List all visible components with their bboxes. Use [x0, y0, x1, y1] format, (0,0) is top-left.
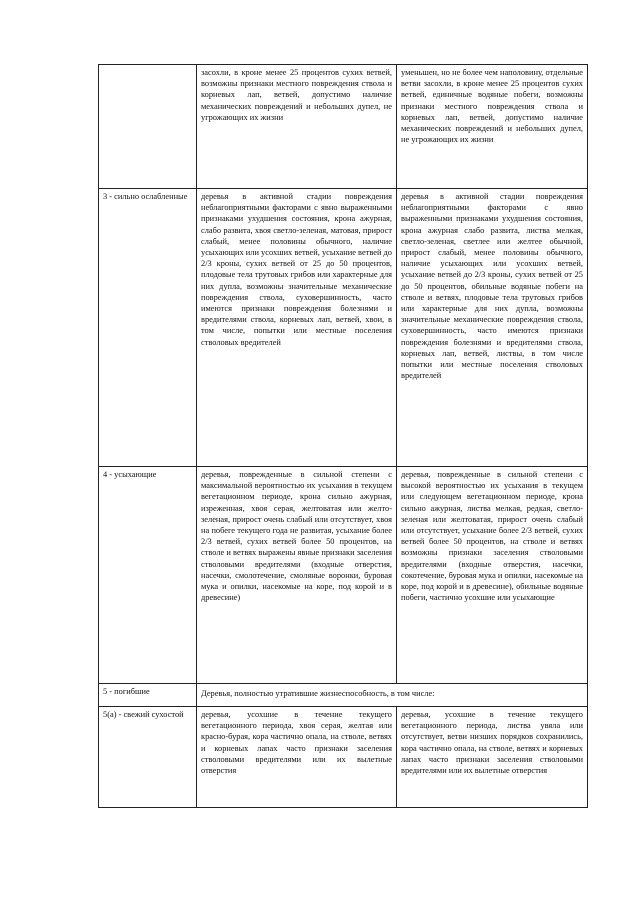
table-row — [99, 684, 588, 707]
conifers-cell: деревья, усохшие в течение текущего вегетационного периода, хвоя серая, желтая или красно-бурая, кора частично опала, на стволе, ветвях и корневых лапах часто признаки заселения стволовыми вредителями или их вылетные отверстия — [197, 707, 397, 808]
category-cell: 5 - погибшие — [99, 684, 197, 707]
merged-description-cell: Деревья, полностью утратившие жизнеспособность, в том числе: — [197, 684, 588, 707]
conifers-cell: деревья, поврежденные в сильной степени с максимальной вероятностью их усыхания в текущем вегетационном периоде, крона сильно ажурная, изреженная, хвоя серая, желтоватая или желто-зеленая, прирост очень слабый или отсутствует, хвоя на побеге текущего года не развитая, усыхание более 2/3 ветвей, сухих ветвей более 50 процентов, на стволе и ветвях выражены явные признаки заселения стволовыми вредителями (входные отверстия, насечки, смолотечение, смоляные воронки, буровая мука и опилки, насекомые на коре, под корой и в древесине) — [197, 467, 397, 684]
table-row — [99, 707, 588, 808]
category-cell: 5(а) - свежий сухостой — [99, 707, 197, 808]
table-row — [99, 467, 588, 684]
deciduous-cell: деревья, поврежденные в сильной степени с высокой вероятностью их усыхания в текущем или следующем вегетационном периоде, крона сильно ажурная, листва мелкая, редкая, светло-зеленая или желтоватая, прирост очень слабый или отсутствует, усыхание более 2/3 ветвей, сухих ветвей более 50 процентов, на стволе и ветвях возможны признаки заселения стволовыми вредителями (входные отверстия, насечки, сокотечение, буровая мука и опилки, насекомые на коре, под корой и в древесине), обильные водяные побеги, частично усохшие или усыхающие — [397, 467, 588, 684]
conifers-cell: засохли, в кроне менее 25 процентов сухих ветвей, возможны признаки местного повреждения ствола и корневых лап, ветвей, допустимо наличие механических повреждений и небольших дупел, не угрожающих их жизни — [197, 65, 397, 189]
table-row — [99, 189, 588, 467]
category-cell: 3 - сильно ослабленные — [99, 189, 197, 467]
deciduous-cell: уменьшен, но не более чем наполовину, отдельные ветви засохли, в кроне менее 25 процентов сухих ветвей, единичные водяные побеги, возможны признаки местного повреждения ствола и корневых лап, ветвей, допустимо наличие механических повреждений и небольших дупел, не угрожающих их жизни — [397, 65, 588, 189]
table-row — [99, 65, 588, 189]
category-cell: 4 - усыхающие — [99, 467, 197, 684]
conifers-cell: деревья в активной стадии повреждения неблагоприятными факторами с явно выраженными признаками ухудшения состояния, крона ажурная, слабо развита, хвоя светло-зеленая, матовая, прирост слабый, менее половины обычного, наличие усыхающих или усохших ветвей, усыхание ветвей до 2/3 кроны, сухих ветвей от 25 до 50 процентов, плодовые тела трутовых грибов или характерные для них дупла, возможны значительные механические повреждения ствола, суховершинность, часто имеются признаки повреждения болезнями и вредителями ствола, корневых лап, ветвей, хвои, в том числе, попытки или местные поселения стволовых вредителей — [197, 189, 397, 467]
tree-condition-table — [98, 64, 588, 808]
deciduous-cell: деревья в активной стадии повреждения неблагоприятными факторами с явно выраженными признаками ухудшения состояния, крона ажурная слабо развита, листва мелкая, светло-зеленая, светлее или желтее обычной, прирост слабый, менее половины обычного, наличие усыхающих или усохших ветвей, усыхание ветвей до 2/3 кроны, сухих ветвей от 25 до 50 процентов, обильные водяные побеги на стволе и ветвях, плодовые тела трутовых грибов или характерные для них дупла, возможны значительные механические повреждения ствола, суховершинность, часто имеются признаки повреждения болезнями и вредителями ствола, корневых лап, ветвей, листвы, в том числе попытки или местные поселения стволовых вредителей — [397, 189, 588, 467]
deciduous-cell: деревья, усохшие в течение текущего вегетационного периода, листва увяла или отсутствует, ветви низших порядков сохранились, кора частично опала, на стволе, ветвях и корневых лапах часто признаки заселения стволовыми вредителями или их вылетные отверстия — [397, 707, 588, 808]
category-cell — [99, 65, 197, 189]
